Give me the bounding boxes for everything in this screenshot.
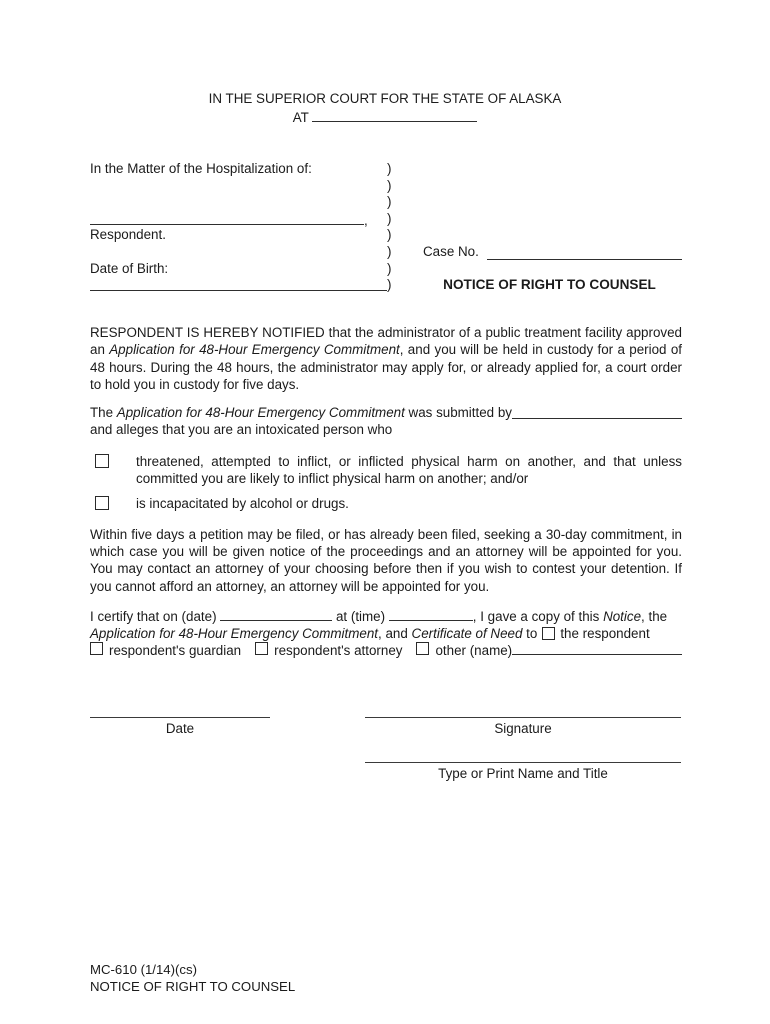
respondent-label: Respondent. — [90, 227, 166, 243]
caption-row — [90, 178, 682, 195]
attorney-option-label: respondent's attorney — [274, 643, 403, 659]
respondent-checkbox[interactable] — [542, 627, 555, 640]
form-footer — [90, 961, 295, 995]
dob-label: Date of Birth: — [90, 260, 169, 276]
at-label: AT — [292, 110, 309, 125]
name-title-line[interactable] — [365, 762, 681, 763]
paragraph-respondent-notified: RESPONDENT IS HEREBY NOTIFIED that the administrator of a public treatment facility approved an Application for 48-Hour Emergency Commitment, and you will be held in custody for a period of 48 hours. During the 48 hours, the administrator may apply for, or already applied for, a court order to hold you in custody for five days. — [90, 325, 682, 392]
matter-label: In the Matter of the Hospitalization of: — [90, 161, 312, 176]
form-name: NOTICE OF RIGHT TO COUNSEL — [90, 979, 296, 994]
caption-row — [90, 161, 682, 178]
guardian-checkbox[interactable] — [90, 642, 103, 655]
application-title-italic: Application for 48-Hour Emergency Commitment — [90, 626, 379, 642]
certify-time-blank[interactable] — [389, 608, 473, 621]
allegation-incapacitated-item: is incapacitated by alcohol or drugs. — [90, 495, 682, 512]
other-checkbox[interactable] — [416, 642, 429, 655]
dob-blank[interactable] — [90, 277, 387, 291]
caption-paren: ) — [387, 227, 392, 243]
caption-paren: ) — [387, 210, 392, 226]
certificate-of-need-italic: Certificate of Need — [411, 626, 523, 642]
signature-line[interactable] — [365, 717, 681, 718]
caption-paren: ) — [387, 177, 392, 193]
certify-date-blank[interactable] — [220, 608, 332, 621]
caption-row — [90, 277, 682, 294]
comma: , — [364, 212, 368, 228]
paragraph-application-submitted: The Application for 48-Hour Emergency Commitment was submitted by and alleges that you are an intoxicated person who — [90, 404, 682, 439]
caption-row — [90, 244, 682, 261]
caption-paren: ) — [387, 260, 392, 276]
incapacitated-checkbox[interactable] — [95, 496, 109, 510]
court-name: IN THE SUPERIOR COURT FOR THE STATE OF ALASKA — [208, 91, 562, 106]
case-no-label: Case No. — [423, 243, 479, 259]
name-title-label: Type or Print Name and Title — [438, 766, 608, 781]
notice-italic: Notice — [603, 608, 642, 624]
attorney-checkbox[interactable] — [255, 642, 268, 655]
paragraph-petition-notice: Within five days a petition may be filed, or has already been filed, seeking a 30-day commitment, in which case you will be given notice of the proceedings and an attorney will be appointed for you. You may contact an attorney of your choosing before then if you wish to contest your detention. If you cannot afford an attorney, an attorney will be appointed for you. — [90, 526, 682, 594]
date-signature-line[interactable] — [90, 717, 270, 718]
caption-block — [90, 161, 682, 294]
caption-row — [90, 194, 682, 211]
form-number: MC-610 (1/14)(cs) — [90, 962, 197, 977]
date-label: Date — [165, 721, 195, 736]
court-location-row — [0, 109, 770, 126]
caption-paren: ) — [387, 243, 392, 259]
caption-row — [90, 227, 682, 244]
allegation-harm-item: threatened, attempted to inflict, or inflicted physical harm on another, and that unless committed you are likely to inflict physical harm on another; and/or — [90, 453, 682, 488]
respondent-option-label: the respondent — [560, 626, 650, 642]
caption-row — [90, 261, 682, 278]
certification-paragraph — [90, 608, 682, 660]
signature-label: Signature — [494, 721, 552, 736]
court-location-blank[interactable] — [312, 109, 477, 122]
application-title-italic: Application for 48-Hour Emergency Commitment — [116, 405, 405, 421]
case-no-blank[interactable] — [487, 244, 682, 260]
guardian-option-label: respondent's guardian — [109, 643, 242, 659]
certify-line-2: Application for 48-Hour Emergency Commitment, and Certificate of Need to the respondent — [90, 626, 650, 642]
harm-checkbox[interactable] — [95, 454, 109, 468]
form-body — [90, 324, 682, 660]
certify-line-3 — [90, 642, 682, 659]
caption-paren: ) — [387, 194, 392, 210]
other-option-label: other (name) — [435, 643, 513, 659]
respondent-name-blank[interactable] — [90, 211, 364, 225]
application-title-italic: Application for 48-Hour Emergency Commitment — [109, 342, 400, 358]
other-name-blank[interactable] — [512, 654, 682, 655]
certify-line-1: I certify that on (date) at (time) , I gave a copy of this Notice, the — [90, 608, 668, 624]
court-header — [0, 90, 770, 126]
form-title: NOTICE OF RIGHT TO COUNSEL — [443, 277, 656, 293]
caption-paren: ) — [387, 161, 392, 176]
caption-paren: ) — [387, 277, 392, 293]
submitted-by-blank[interactable] — [512, 404, 682, 419]
caption-row — [90, 211, 682, 228]
